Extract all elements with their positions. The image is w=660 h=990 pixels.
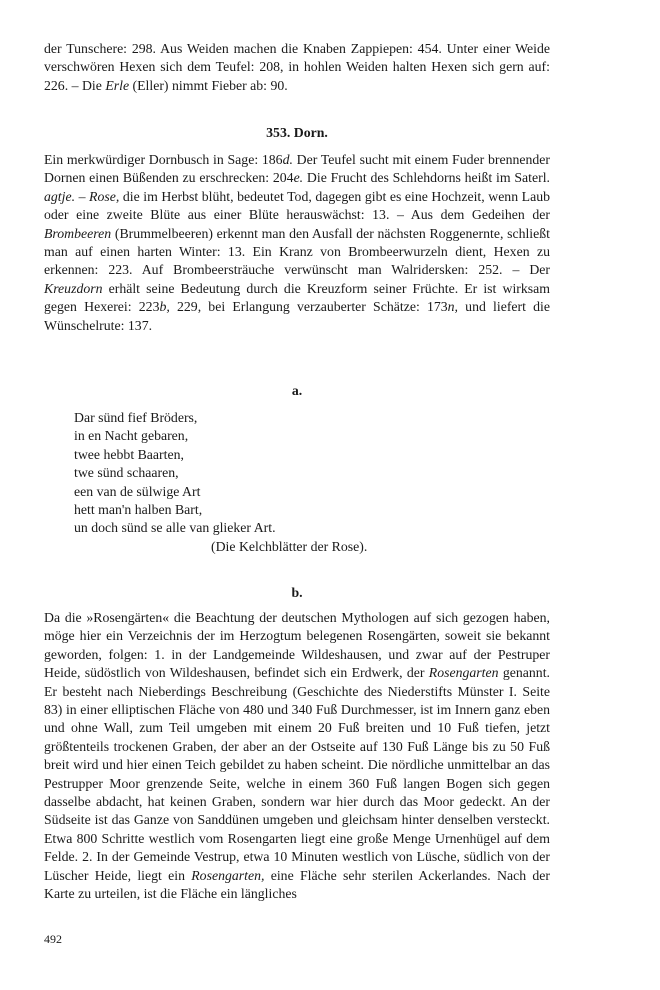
section-paragraph: Ein merkwürdiger Dornbusch in Sage: 186d. Der Teufel sucht mit einem Fuder brennender Dornen einen Büßenden zu erschrecken: 204e. Die Frucht des Schlehdorns heißt im Saterl. agtje. – Rose, die im Herbst blüht, bedeutet Tod, dagegen gibt es eine Hochzeit, wenn Laub oder eine zweite Blüte aus einer Blüte herauswächst: 13. – Aus dem Gedeihen der Brombeeren (Brummelbeeren) erkennt man den Ausfall der nächsten Roggenernte, schließt man auf einen harten Winter: 13. Ein Kranz von Brombeerwurzeln dient, Hexen zu erkennen: 223. Auf Brombeersträuche verwünscht man Walridersken: 252. – Der Kreuzdorn erhält seine Bedeutung durch die Kreuzform seiner Früchte. Er ist wirksam gegen Hexerei: 223b, 229, bei Erlangung verzauberter Schätze: 173n, und liefert die Wünschelrute: 137. bbox=[44, 152, 551, 333]
poem-caption: (Die Kelchblätter der Rose). bbox=[211, 538, 368, 554]
subsection-b-paragraph: Da die »Rosengärten« die Beachtung der deutschen Mythologen auf sich gezogen haben, möge hier ein Verzeichnis der im Herzogtum belegenen Rosengärten, soweit sie bekannt geworden, folgen: 1. in der Landgemeinde Wildeshausen, und zwar auf der Pestruper Heide, südöstlich von Wildeshausen, befindet sich ein Erdwerk, der Rosengarten genannt. Er besteht nach Nieberdings Beschreibung (Geschichte des Niederstifts Münster I. Seite 83) in einer elliptischen Fläche von 480 und 340 Fuß Durchmesser, ist im Innern ganz eben und ohne Wall, zum Teil umgeben mit einem 20 Fuß breiten und 10 Fuß tiefen, jetzt größtenteils trockenen Graben, der aber an der Ostseite auf 130 Fuß Länge bis zu 50 Fuß breit wird und hier einen Teich gebildet zu haben scheint. Die nördliche unmittelbar an das Pestrupper Moor grenzende Seite, welche in einem 360 Fuß langen Bogen sich gegen dasselbe abdacht, hat keinen Graben, sondern war hier durch das Moor gedeckt. An der Südseite ist das Ganze von Sanddünen umgeben und gleichsam hinter denselben versteckt. Etwa 800 Schritte westlich vom Rosengarten liegt eine große Menge Urnenhügel auf dem Felde. 2. In der Gemeinde Vestrup, etwa 10 Minuten westlich von Lüsche, südlich von der Lüscher Heide, liegt ein Rosengarten, eine Fläche sehr sterilen Ackerlandes. Nach der Karte zu urteilen, ist die Fläche ein längliches bbox=[44, 610, 550, 902]
subsection-a-label: a. bbox=[291, 383, 303, 398]
poem-line: twee hebbt Baarten, bbox=[74, 446, 184, 462]
poem-line: hett man'n halben Bart, bbox=[74, 502, 203, 518]
section-heading: 353. Dorn. bbox=[266, 125, 328, 140]
poem-line: een van de sülwige Art bbox=[74, 483, 201, 499]
poem-a bbox=[74, 409, 494, 556]
poem-line: in en Nacht gebaren, bbox=[74, 428, 189, 444]
erle-term: Erle bbox=[105, 77, 130, 93]
rose-term: Rose, bbox=[89, 188, 120, 204]
poem-line: twe sünd schaaren, bbox=[74, 465, 179, 481]
page-number: 492 bbox=[44, 932, 62, 946]
agtje-term: agtje. bbox=[44, 188, 76, 204]
poem-line: Dar sünd fief Bröders, bbox=[74, 410, 198, 425]
kreuzdorn-term: Kreuzdorn bbox=[44, 280, 103, 296]
subsection-b-label: b. bbox=[291, 585, 303, 600]
poem-line: un doch sünd se alle van glieker Art. bbox=[74, 520, 276, 536]
brombeeren-term: Brombeeren bbox=[44, 225, 112, 241]
intro-paragraph: der Tunschere: 298. Aus Weiden machen die Knaben Zappiepen: 454. Unter einer Weide verschwören Hexen sich dem Teufel: 208, in hohlen Weiden halten Hexen sich gern auf: 226. – Die Erle (Eller) nimmt Fieber ab: 90. bbox=[44, 41, 550, 93]
rosengarten-term: Rosengarten bbox=[428, 665, 499, 681]
rosengarten-term: Rosengarten, bbox=[191, 867, 265, 883]
